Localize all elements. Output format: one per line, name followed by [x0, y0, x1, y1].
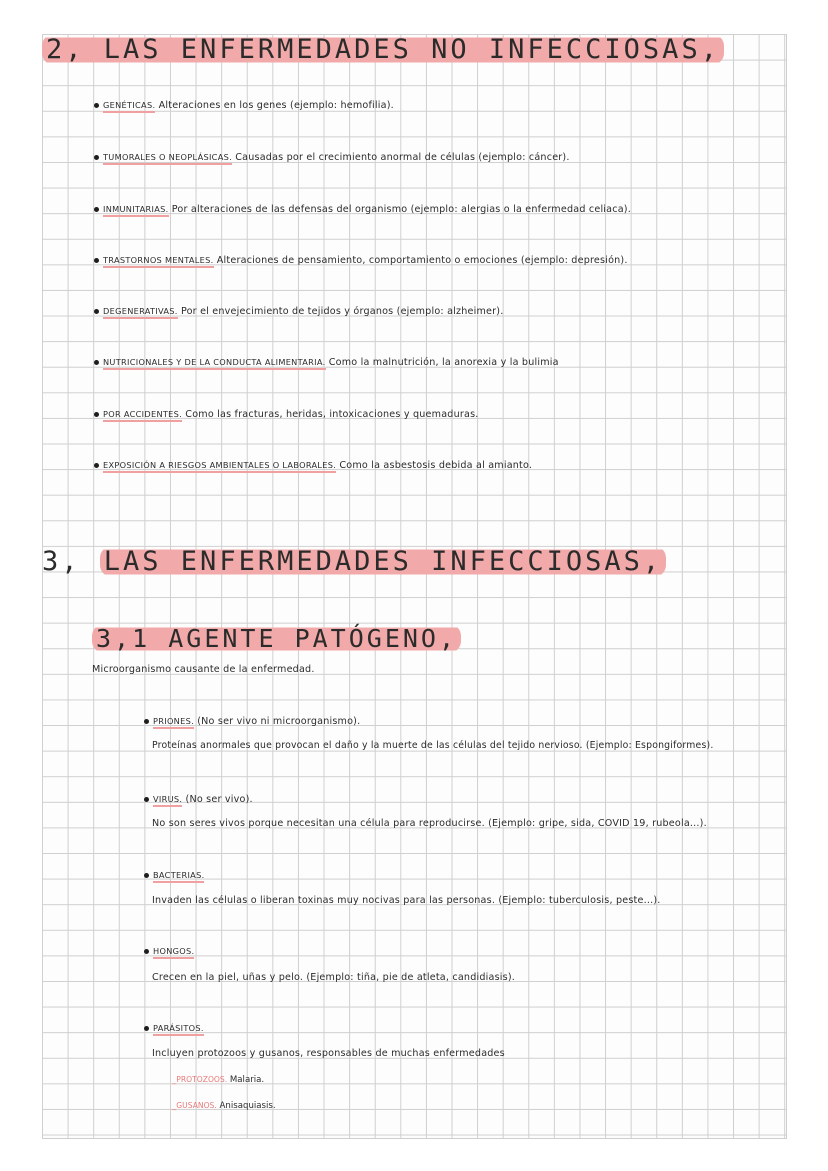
bullet-icon	[144, 873, 149, 878]
section-2-title	[42, 34, 724, 65]
list-item: TRASTORNOS MENTALES. Alteraciones de pensamiento, comportamiento o emociones (ejemplo: depresión).	[94, 255, 628, 266]
agent-description: Invaden las células o liberan toxinas muy nocivas para las personas. (Ejemplo: tuberculosis, peste...).	[152, 895, 661, 906]
list-item: BACTERIAS.	[144, 870, 204, 881]
parasite-subtype: _PROTOZOOS. Malaria.	[172, 1075, 265, 1085]
list-item: PARÁSITOS.	[144, 1023, 204, 1034]
list-item: VIRUS. (No ser vivo).	[144, 794, 253, 805]
list-item: TUMORALES O NEOPLÁSICAS. Causadas por el crecimiento anormal de células (ejemplo: cáncer).	[94, 152, 570, 163]
list-item: NUTRICIONALES Y DE LA CONDUCTA ALIMENTARIA. Como la malnutrición, la anorexia y la bulimia	[94, 357, 559, 368]
bullet-icon	[94, 309, 99, 314]
section-2-number: 2,	[46, 34, 85, 65]
list-item: GENÉTICAS. Alteraciones en los genes (ejemplo: hemofilia).	[94, 100, 394, 111]
parasite-subtype: _GUSANOS. Anisaquiasis.	[172, 1101, 276, 1111]
bullet-icon	[144, 1026, 149, 1031]
agent-description: Incluyen protozoos y gusanos, responsables de muchas enfermedades	[152, 1048, 505, 1059]
bullet-icon	[144, 719, 149, 724]
section-3-title-text: LAS ENFERMEDADES INFECCIOSAS,	[103, 546, 663, 577]
agent-description: No son seres vivos porque necesitan una célula para reproducirse. (Ejemplo: gripe, sida, COVID 19, rubeola...).	[152, 818, 707, 829]
bullet-icon	[94, 360, 99, 365]
list-item: HONGOS.	[144, 946, 194, 957]
bullet-icon	[94, 463, 99, 468]
subsection-intro: Microorganismo causante de la enfermedad.	[92, 664, 315, 675]
bullet-icon	[144, 949, 149, 954]
list-item: PRIONES. (No ser vivo ni microorganismo).	[144, 716, 360, 727]
list-item: INMUNITARIAS. Por alteraciones de las defensas del organismo (ejemplo: alergias o la enfermedad celiaca).	[94, 204, 631, 215]
subsection-number: 3,1	[96, 624, 151, 653]
bullet-icon	[144, 797, 149, 802]
bullet-icon	[94, 207, 99, 212]
list-item: EXPOSICIÓN A RIESGOS AMBIENTALES O LABORALES. Como la asbestosis debida al amianto.	[94, 460, 532, 471]
section-3-number: 3,	[42, 546, 81, 577]
subsection-3-1-title	[92, 624, 461, 653]
list-item: POR ACCIDENTES. Como las fracturas, heridas, intoxicaciones y quemaduras.	[94, 409, 479, 420]
bullet-icon	[94, 412, 99, 417]
section-2-title-text: LAS ENFERMEDADES NO INFECCIOSAS,	[103, 34, 720, 65]
bullet-icon	[94, 155, 99, 160]
section-3-title	[42, 546, 666, 577]
list-item: DEGENERATIVAS. Por el envejecimiento de tejidos y órganos (ejemplo: alzheimer).	[94, 306, 504, 317]
bullet-icon	[94, 103, 99, 108]
bullet-icon	[94, 258, 99, 263]
agent-description: Crecen en la piel, uñas y pelo. (Ejemplo: tiña, pie de atleta, candidiasis).	[152, 972, 516, 983]
subsection-title-text: AGENTE PATÓGENO,	[168, 624, 458, 653]
agent-description: Proteínas anormales que provocan el daño y la muerte de las células del tejido nervioso. (Ejemplo: Espongiformes).	[152, 740, 714, 751]
